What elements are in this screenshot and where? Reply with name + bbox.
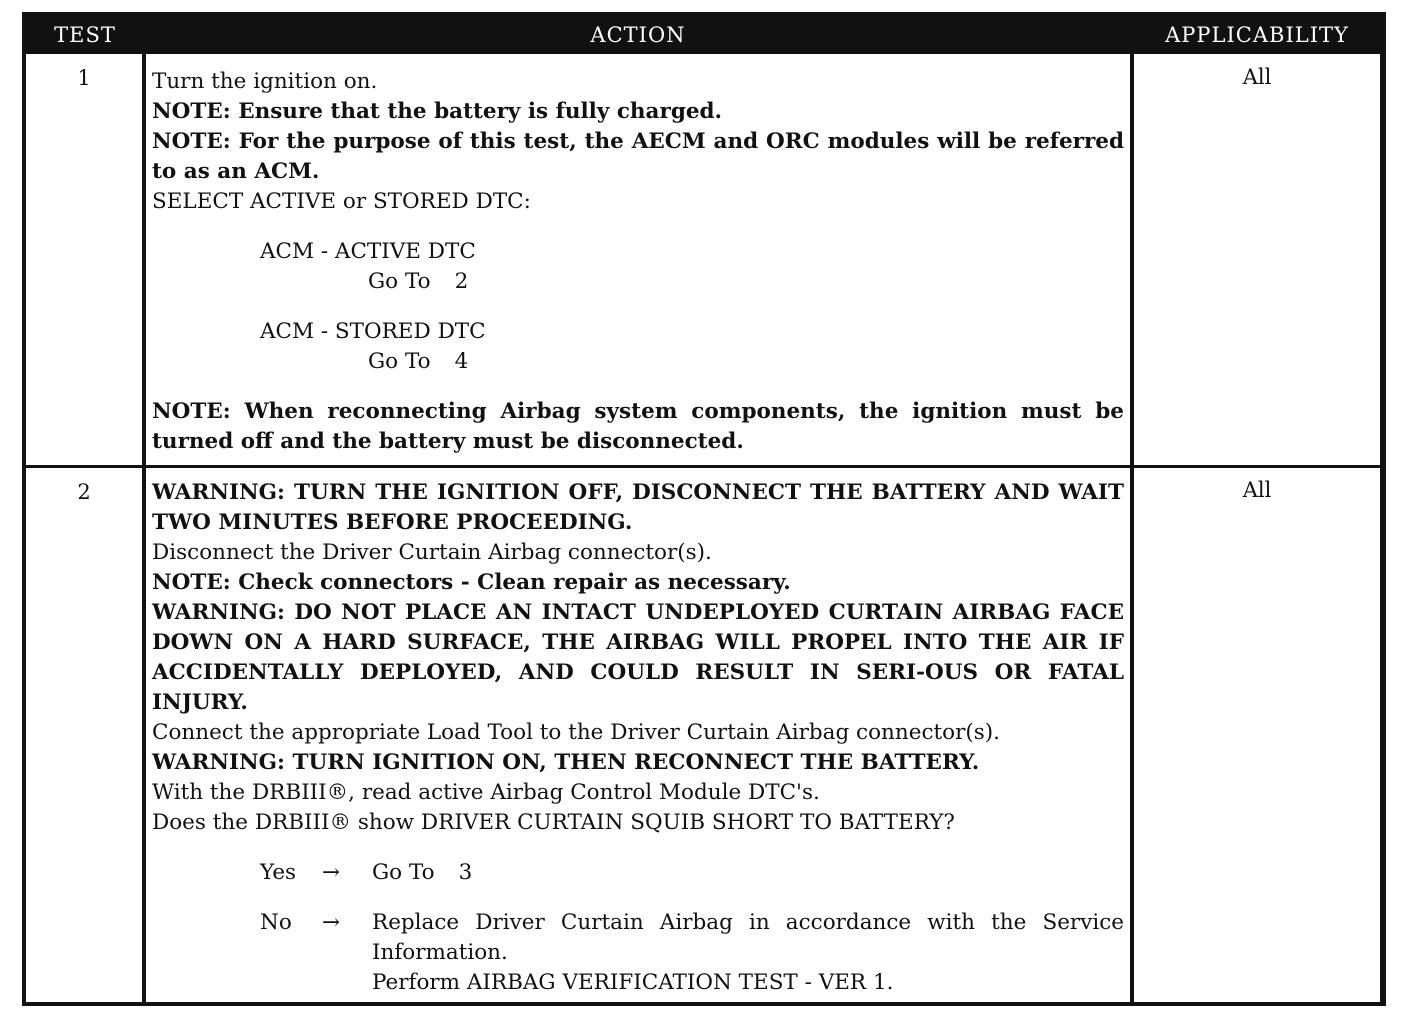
row-1-note: NOTE: For the purpose of this test, the AECM and ORC modules will be referred to as an ACM. [152, 129, 1124, 184]
row-2-test-number: 2 [77, 480, 91, 504]
row-2-line: With the DRBIII®, read active Airbag Control Module DTC's. [152, 780, 820, 805]
option-no [152, 908, 1124, 998]
option-yes-result: Go To 3 [372, 860, 473, 885]
row-1-action [152, 67, 1124, 457]
header-test: TEST [54, 23, 116, 47]
header-action: ACTION [590, 23, 686, 47]
row-1-test-number: 1 [77, 66, 91, 90]
row-2-action [152, 478, 1124, 998]
arrow-right-icon: → [322, 860, 341, 885]
row-2-warning: WARNING: TURN THE IGNITION OFF, DISCONNECT THE BATTERY AND WAIT TWO MINUTES BEFORE PROCEEDING. [152, 480, 1124, 535]
arrow-right-icon: → [322, 910, 341, 935]
row-1-select: SELECT ACTIVE or STORED DTC: [152, 189, 531, 214]
row-1-note: NOTE: When reconnecting Airbag system components, the ignition must be turned off and the battery must be disconnected. [152, 399, 1124, 454]
option-no-label: No [260, 910, 292, 935]
option-acm-stored-dtc: ACM - STORED DTC [260, 319, 486, 344]
row-2-note: NOTE: Check connectors - Clean repair as necessary. [152, 570, 791, 595]
option-acm-active-dtc: ACM - ACTIVE DTC [260, 239, 476, 264]
row-1-line: Turn the ignition on. [152, 69, 378, 94]
row-1-applicability: All [1242, 65, 1272, 89]
table-header [26, 16, 1382, 54]
option-goto: Go To 4 [368, 349, 469, 374]
option-no-result: Replace Driver Curtain Airbag in accordance with the Service Information. Perform AIRBAG VERIFICATION TEST - VER 1. [372, 910, 1124, 995]
option-yes [152, 858, 1124, 888]
header-applicability: APPLICABILITY [1165, 23, 1349, 47]
row-2-line: Does the DRBIII® show DRIVER CURTAIN SQUIB SHORT TO BATTERY? [152, 810, 955, 835]
option-yes-label: Yes [260, 860, 297, 885]
row-2-line: Disconnect the Driver Curtain Airbag connector(s). [152, 540, 712, 565]
row-2-line: Connect the appropriate Load Tool to the Driver Curtain Airbag connector(s). [152, 720, 1001, 745]
column-divider [1380, 54, 1382, 1006]
row-1-note: NOTE: Ensure that the battery is fully charged. [152, 99, 723, 124]
row-2-warning: WARNING: TURN IGNITION ON, THEN RECONNECT THE BATTERY. [152, 750, 980, 775]
column-divider [142, 54, 146, 1006]
row-2-applicability: All [1242, 478, 1272, 502]
row-divider [26, 465, 1382, 468]
option-goto: Go To 2 [368, 269, 469, 294]
diagnostic-test-table [22, 12, 1386, 1006]
column-divider [1130, 54, 1134, 1006]
row-2-warning: WARNING: DO NOT PLACE AN INTACT UNDEPLOYED CURTAIN AIRBAG FACE DOWN ON A HARD SURFACE, THE AIRBAG WILL PROPEL INTO THE AIR IF ACCIDENTALLY DEPLOYED, AND COULD RESULT IN SERI-OUS OR FATAL INJURY. [152, 600, 1124, 715]
